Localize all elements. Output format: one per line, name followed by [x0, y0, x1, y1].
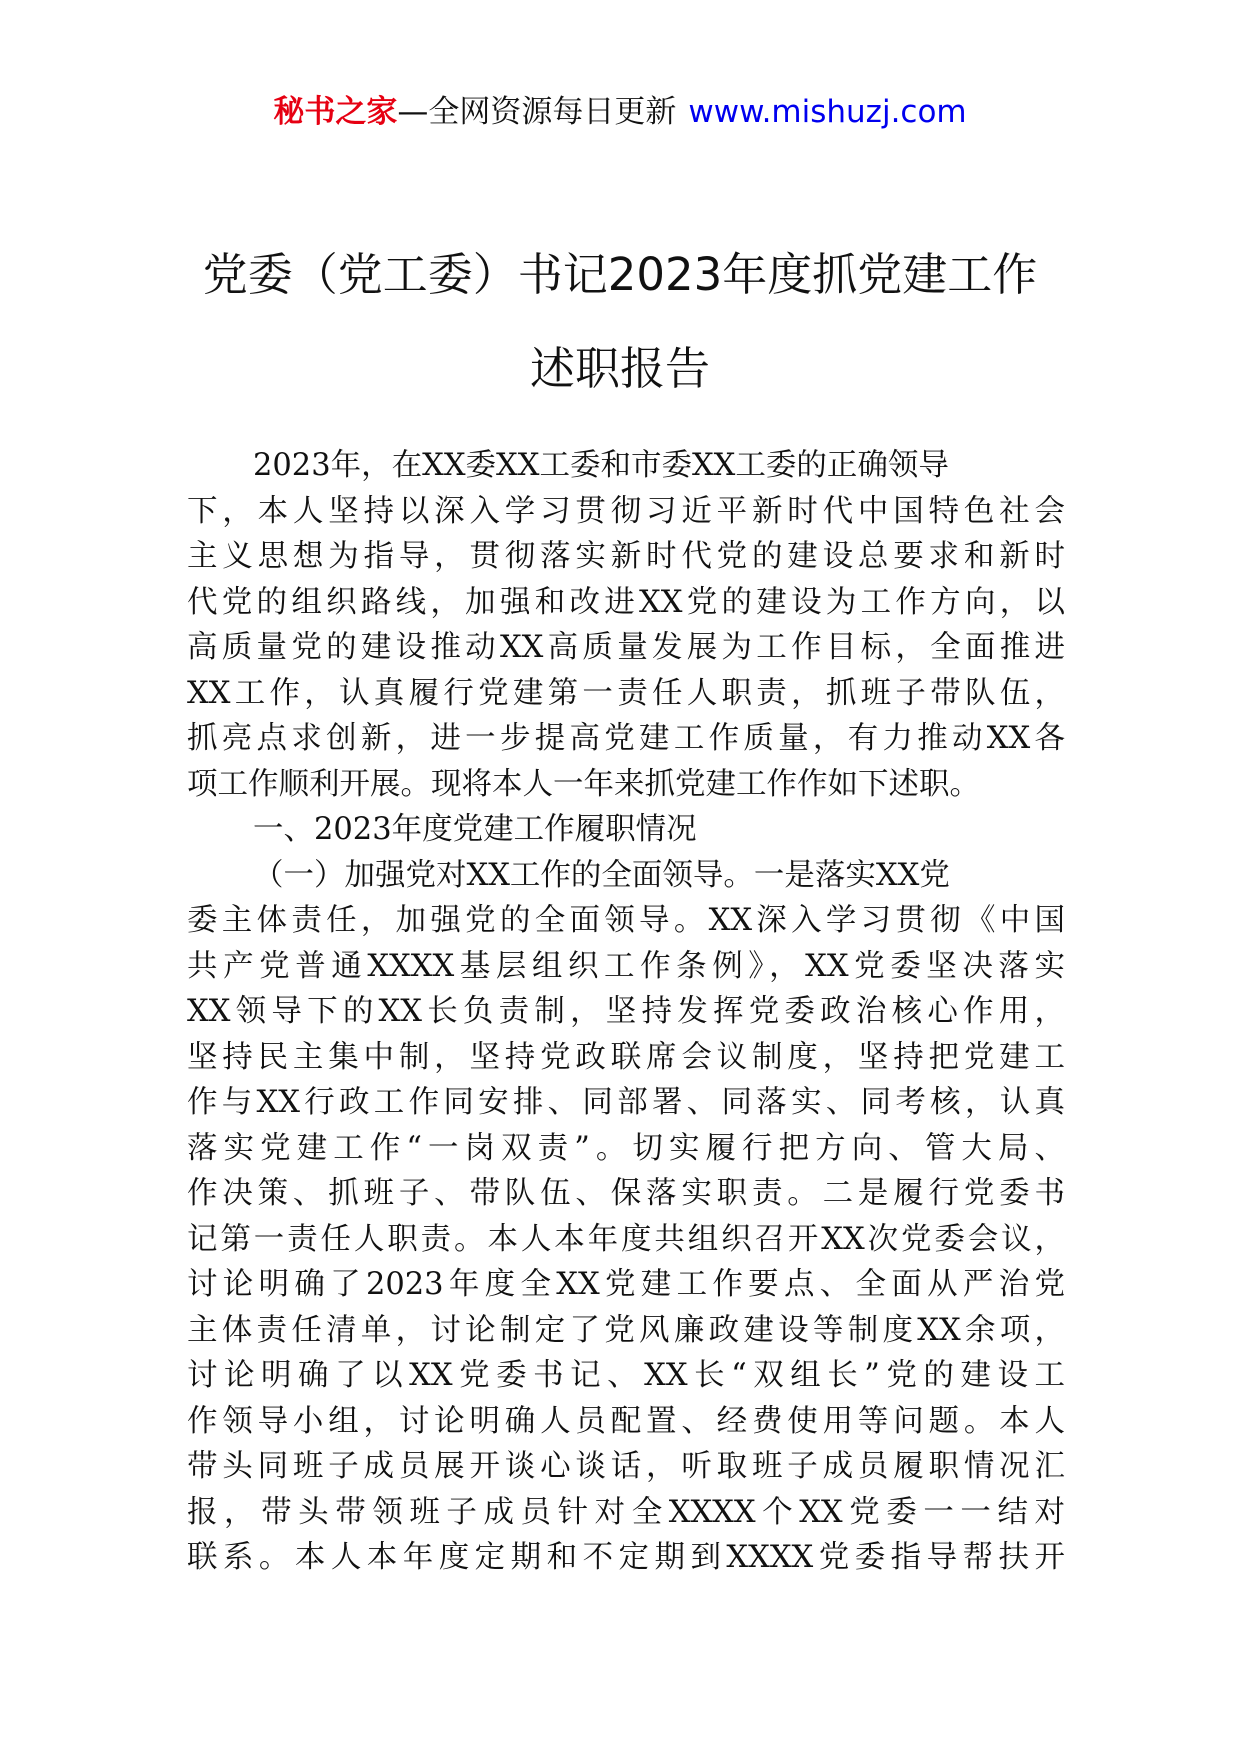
title-line-2: 述职报告	[529, 342, 710, 395]
body-line: 抓亮点求创新，进一步提高党建工作质量，有力推动XX各	[187, 721, 1065, 756]
site-header	[0, 92, 1240, 132]
section-heading: 一、2023年度党建工作履职情况	[253, 812, 697, 847]
body-line: 主体责任清单，讨论制定了党风廉政建设等制度XX余项，	[187, 1312, 1065, 1348]
site-url[interactable]: www.mishuzj.com	[688, 94, 967, 130]
body-line: 共产党普通XXXX基层组织工作条例》，XX党委坚决落实	[187, 948, 1065, 984]
body-line: 作领导小组，讨论明确人员配置、经费使用等问题。本人	[187, 1403, 1065, 1439]
body-line: 报，带头带领班子成员针对全XXXX个XX党委一一结对	[187, 1494, 1065, 1530]
body-line: 下，本人坚持以深入学习贯彻习近平新时代中国特色社会	[187, 493, 1065, 529]
title-line-1: 党委（党工委）书记2023年度抓党建工作	[202, 248, 1038, 301]
body-line: 记第一责任人职责。本人本年度共组织召开XX次党委会议，	[187, 1221, 1065, 1257]
body-line: XX领导下的XX长负责制，坚持发挥党委政治核心作用，	[187, 994, 1065, 1029]
body-line: （一）加强党对XX工作的全面领导。一是落实XX党	[253, 857, 950, 893]
body-line: 项工作顺利开展。现将本人一年来抓党建工作作如下述职。	[187, 766, 980, 802]
body-line: 主义思想为指导，贯彻落实新时代党的建设总要求和新时	[187, 539, 1065, 574]
body-line: 坚持民主集中制，坚持党政联席会议制度，坚持把党建工	[187, 1039, 1065, 1075]
site-slogan: —全网资源每日更新	[397, 94, 677, 130]
document-body	[187, 443, 1065, 1581]
body-line: 落实党建工作“一岗双责”。切实履行把方向、管大局、	[187, 1130, 1065, 1166]
document-title	[140, 228, 1100, 416]
body-line: 2023年，在XX委XX工委和市委XX工委的正确领导	[253, 448, 949, 483]
body-line: 作与XX行政工作同安排、同部署、同落实、同考核，认真	[187, 1085, 1065, 1120]
body-line: 作决策、抓班子、带队伍、保落实职责。二是履行党委书	[187, 1176, 1065, 1211]
body-line: 带头同班子成员展开谈心谈话，听取班子成员履职情况汇	[187, 1449, 1065, 1484]
site-brand: 秘书之家	[273, 94, 398, 130]
body-line: 代党的组织路线，加强和改进XX党的建设为工作方向，以	[187, 584, 1065, 620]
body-line: 委主体责任，加强党的全面领导。XX深入学习贯彻《中国	[187, 903, 1065, 938]
body-line: 联系。本人本年度定期和不定期到XXXX党委指导帮扶开	[187, 1540, 1065, 1575]
body-line: 讨论明确了以XX党委书记、XX长“双组长”党的建设工	[187, 1358, 1065, 1393]
body-line: 高质量党的建设推动XX高质量发展为工作目标，全面推进	[187, 630, 1065, 665]
body-line: 讨论明确了2023年度全XX党建工作要点、全面从严治党	[187, 1267, 1065, 1302]
body-line: XX工作，认真履行党建第一责任人职责，抓班子带队伍，	[187, 675, 1065, 711]
